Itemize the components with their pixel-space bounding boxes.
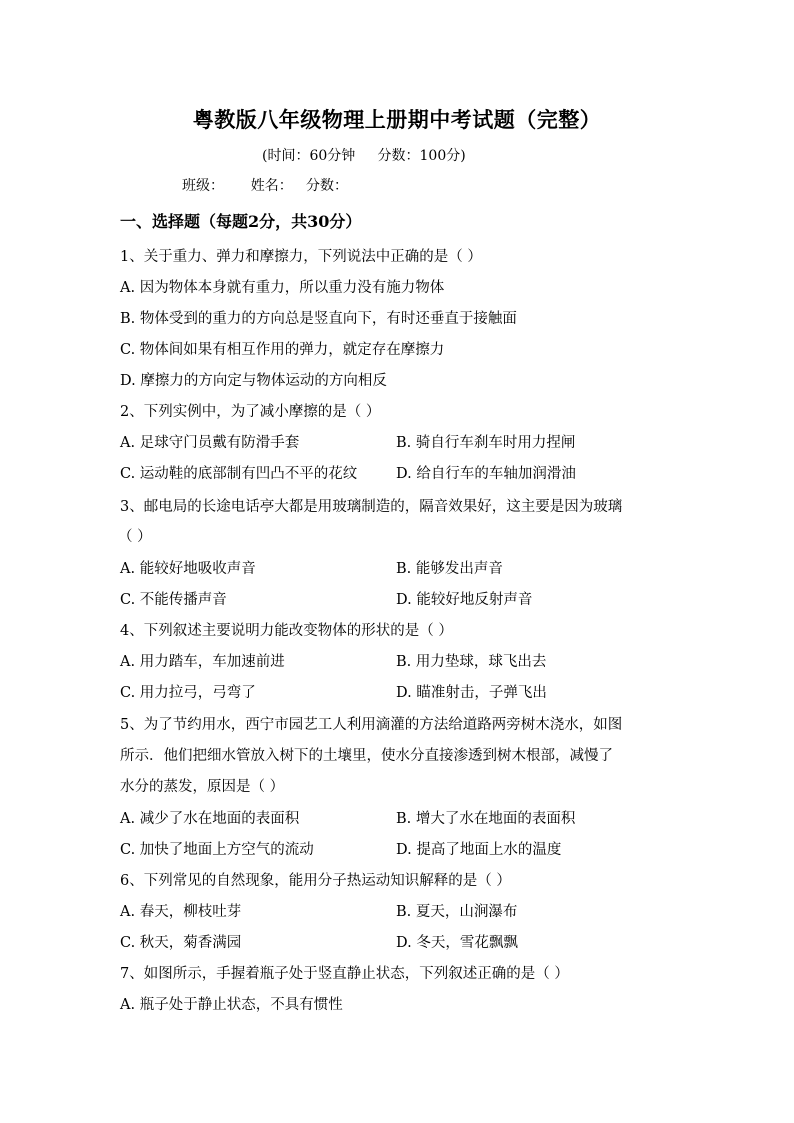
q2-option-a: A. 足球守门员戴有防滑手套 (120, 435, 300, 451)
q5-option-d: D. 提高了地面上水的温度 (396, 842, 562, 858)
q4-stem: 4、下列叙述主要说明力能改变物体的形状的是（ ） (120, 623, 453, 639)
exam-time-score: (时间：60分钟 分数：100分) (262, 148, 466, 164)
q6-option-a: A. 春天，柳枝吐芽 (120, 904, 242, 920)
q7-option-a: A. 瓶子处于静止状态，不具有惯性 (120, 997, 343, 1013)
q5-stem-line3: 水分的蒸发，原因是（ ） (120, 779, 285, 795)
q6-option-d: D. 冬天，雪花飘飘 (396, 935, 518, 951)
q1-option-b: B. 物体受到的重力的方向总是竖直向下，有时还垂直于接触面 (120, 311, 517, 327)
q4-option-c: C. 用力拉弓，弓弯了 (120, 685, 256, 701)
q4-option-b: B. 用力垫球，球飞出去 (396, 654, 547, 670)
q5-option-a: A. 减少了水在地面的表面积 (120, 811, 300, 827)
q1-option-c: C. 物体间如果有相互作用的弹力，就定存在摩擦力 (120, 342, 445, 358)
student-info-line: 班级： 姓名： 分数： (182, 178, 349, 194)
q2-option-d: D. 给自行车的车轴加润滑油 (396, 466, 576, 482)
q3-option-b: B. 能够发出声音 (396, 561, 503, 577)
section-heading-choice: 一、选择题（每题2分，共30分） (120, 212, 362, 231)
q1-option-a: A. 因为物体本身就有重力，所以重力没有施力物体 (120, 280, 445, 296)
q6-option-c: C. 秋天，菊香满园 (120, 935, 242, 951)
q1-option-d: D. 摩擦力的方向定与物体运动的方向相反 (120, 373, 387, 389)
page-title: 粤教版八年级物理上册期中考试题（完整） (192, 107, 602, 132)
q5-stem: 5、为了节约用水，西宁市园艺工人利用滴灌的方法给道路两旁树木浇水，如图 (120, 717, 623, 733)
q6-option-b: B. 夏天，山涧瀑布 (396, 904, 518, 920)
q4-option-d: D. 瞄准射击，子弹飞出 (396, 685, 547, 701)
q5-option-b: B. 增大了水在地面的表面积 (396, 811, 576, 827)
q5-option-c: C. 加快了地面上方空气的流动 (120, 842, 314, 858)
q3-stem: 3、邮电局的长途电话亭大都是用玻璃制造的，隔音效果好，这主要是因为玻璃 (120, 499, 623, 515)
q5-stem-line2: 所示．他们把细水管放入树下的土壤里，使水分直接渗透到树木根部，减慢了 (120, 748, 613, 764)
q3-stem-paren: （ ） (118, 529, 152, 545)
q4-option-a: A. 用力踏车，车加速前进 (120, 654, 285, 670)
q3-option-d: D. 能较好地反射声音 (396, 592, 533, 608)
q1-stem: 1、关于重力、弹力和摩擦力，下列说法中正确的是（ ） (120, 249, 482, 265)
q2-stem: 2、下列实例中，为了减小摩擦的是（ ） (120, 404, 381, 420)
q3-option-a: A. 能较好地吸收声音 (120, 561, 256, 577)
q2-option-c: C. 运动鞋的底部制有凹凸不平的花纹 (120, 466, 358, 482)
q2-option-b: B. 骑自行车刹车时用力捏闸 (396, 435, 576, 451)
q6-stem: 6、下列常见的自然现象，能用分子热运动知识解释的是（ ） (120, 873, 511, 889)
q7-stem: 7、如图所示，手握着瓶子处于竖直静止状态，下列叙述正确的是（ ） (120, 966, 569, 982)
q3-option-c: C. 不能传播声音 (120, 592, 227, 608)
